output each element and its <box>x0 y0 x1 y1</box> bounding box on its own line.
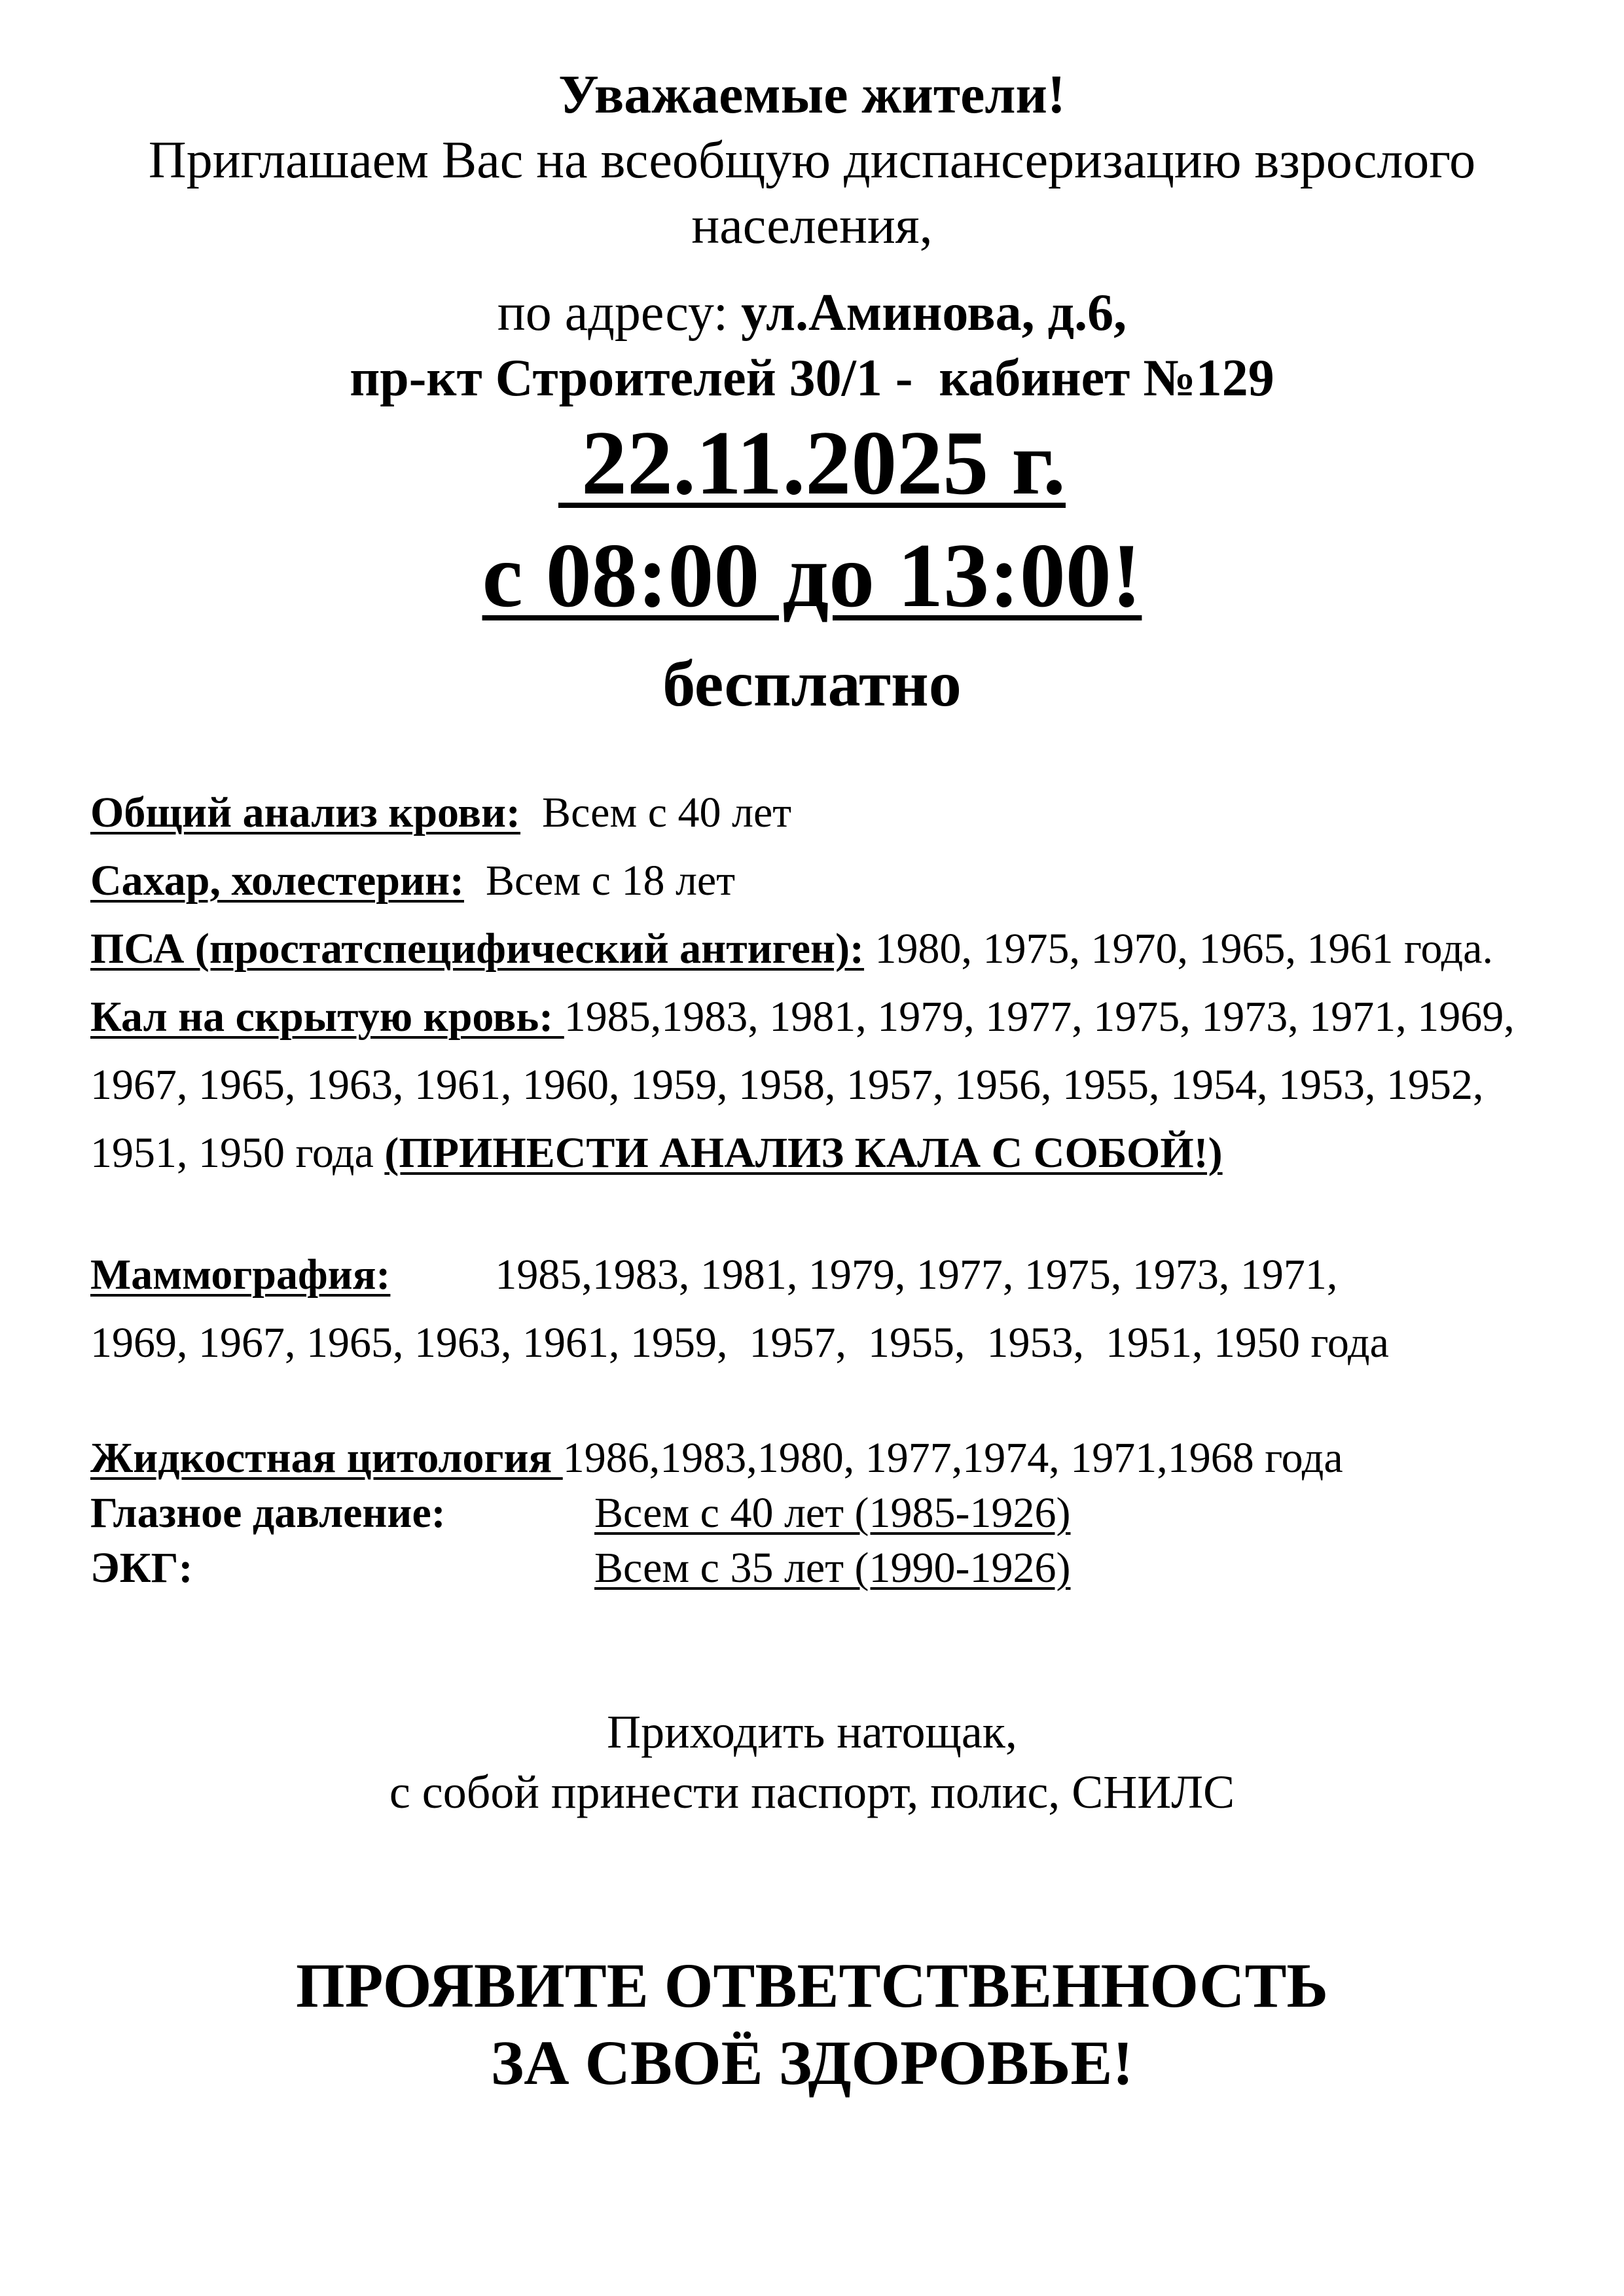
test-label-occult-blood: Кал на скрытую кровь: <box>90 993 564 1041</box>
test-item-cytology <box>90 1431 1557 1486</box>
test-item-blood <box>90 779 1557 847</box>
test-row-ecg <box>90 1544 1070 1592</box>
invitation-line-1: Приглашаем Вас на всеобщую диспансеризацию взрослого <box>148 132 1476 189</box>
motto-line-1: ПРОЯВИТЕ ОТВЕТСТВЕННОСТЬ <box>296 1950 1328 2020</box>
address-street: ул.Аминова, д.6, <box>741 284 1127 342</box>
test-item-ecg <box>90 1541 1557 1596</box>
test-value-cytology: 1986,1983,1980, 1977,1974, 1971,1968 года <box>562 1434 1343 1482</box>
test-value-mammography: 1985,1983, 1981, 1979, 1977, 1975, 1973, 1971, <box>495 1251 1338 1299</box>
test-item-occult-blood <box>90 983 1557 1187</box>
tests-list <box>90 779 1557 1596</box>
test-value-psa: 1980, 1975, 1970, 1965, 1961 года. <box>864 925 1493 973</box>
test-label-ecg: ЭКГ: <box>90 1544 193 1592</box>
closing-motto <box>0 1947 1624 2102</box>
greeting-heading: Уважаемые жители! <box>558 64 1066 125</box>
event-time: с 08:00 до 13:00! <box>482 525 1142 626</box>
address-line-2: пр-кт Строителей 30/1 - кабинет №129 <box>350 350 1274 407</box>
test-label-blood: Общий анализ крови: <box>90 789 521 836</box>
spacer <box>90 1377 1557 1431</box>
test-item-eye-pressure <box>90 1486 1557 1541</box>
test-note-occult-blood: (ПРИНЕСТИ АНАЛИЗ КАЛА С СОБОЙ!) <box>384 1129 1223 1177</box>
spacer <box>90 1187 1557 1241</box>
test-label-mammography-text: Маммография: <box>90 1251 391 1299</box>
test-label-sugar: Сахар, холестерин: <box>90 857 464 905</box>
address-prefix: по адресу: <box>497 284 742 342</box>
underline-tab <box>390 1241 495 1309</box>
test-label-mammography <box>90 1251 495 1299</box>
address-line-1 <box>0 280 1624 346</box>
event-date: 22.11.2025 г. <box>558 412 1066 514</box>
invitation-text <box>46 128 1578 259</box>
test-value-ecg: Всем с 35 лет (1990-1926) <box>594 1544 1071 1592</box>
test-value-eye-pressure: Всем с 40 лет (1985-1926) <box>594 1489 1071 1537</box>
test-item-sugar <box>90 847 1557 915</box>
instructions-line-1: Приходить натощак, <box>607 1706 1017 1758</box>
test-row-eye-pressure <box>90 1489 1070 1537</box>
test-item-psa <box>90 915 1557 983</box>
test-label-psa: ПСА (простатспецифический антиген): <box>90 925 865 973</box>
test-value-sugar: Всем с 18 лет <box>464 857 736 905</box>
test-item-mammography-cont <box>90 1309 1557 1377</box>
test-label-eye-pressure: Глазное давление: <box>90 1489 446 1537</box>
instructions <box>0 1702 1624 1822</box>
test-label-cytology: Жидкостная цитология <box>90 1434 563 1482</box>
motto-line-2: ЗА СВОЁ ЗДОРОВЬЕ! <box>490 2028 1134 2098</box>
test-value-occult-blood: 1985,1983, 1981, 1979, 1977, 1975, 1973, 1971, 1969, 1967, 1965, 1963, 1961, 1960, 1959, 1958, 1957, 1956, 1955, 1954, 1953, 1952, 1951, 1950 года <box>90 993 1515 1177</box>
test-value-blood: Всем с 40 лет <box>520 789 792 836</box>
free-of-charge-label: бесплатно <box>662 647 962 720</box>
instructions-line-2: с собой принести паспорт, полис, СНИЛС <box>389 1766 1235 1818</box>
test-value-mammography-2: 1969, 1967, 1965, 1963, 1961, 1959, 1957, 1955, 1953, 1951, 1950 года <box>90 1319 1389 1367</box>
test-item-mammography <box>90 1241 1557 1309</box>
invitation-line-2: населения, <box>691 197 933 255</box>
